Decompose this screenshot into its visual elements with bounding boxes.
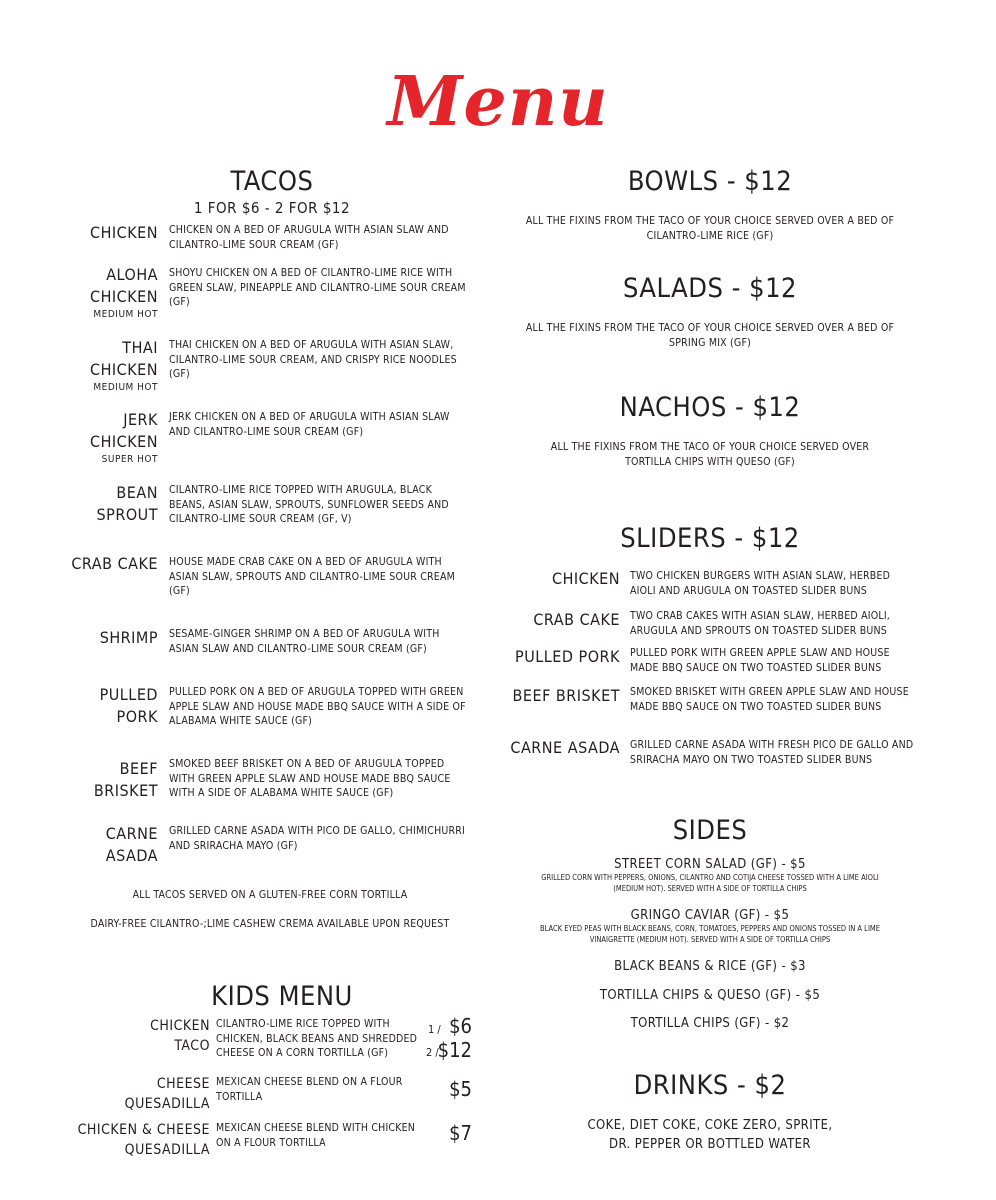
slider-desc: TWO CHICKEN BURGERS WITH ASIAN SLAW, HERBED AIOLI AND ARUGULA ON TOASTED SLIDER BUNS — [630, 570, 891, 597]
kids-item-desc: CILANTRO-LIME RICE TOPPED WITH CHICKEN, BLACK BEANS AND SHREDDED CHEESE ON A CORN TORTILLA (GF) — [216, 1018, 418, 1059]
tacos-note-crema: DAIRY-FREE CILANTRO-;LIME CASHEW CREMA AVAILABLE UPON REQUEST — [90, 918, 450, 930]
menu-logo: Menu — [387, 62, 609, 142]
taco-desc: JERK CHICKEN ON A BED OF ARUGULA WITH ASIAN SLAW AND CILANTRO-LIME SOUR CREAM (GF) — [169, 411, 450, 438]
taco-name: JERK CHICKEN SUPER HOT — [60, 409, 158, 467]
kids-item-name: CHICKEN & CHEESE QUESADILLA — [77, 1122, 210, 1158]
tacos-title: TACOS — [230, 166, 314, 197]
sliders-title: SLIDERS - $12 — [620, 523, 800, 554]
taco-desc: HOUSE MADE CRAB CAKE ON A BED OF ARUGULA WITH ASIAN SLAW, SPROUTS AND CILANTRO-LIME SOUR CREAM (GF) — [169, 556, 455, 597]
taco-name: CHICKEN — [90, 223, 158, 242]
nachos-desc: ALL THE FIXINS FROM THE TACO OF YOUR CHOICE SERVED OVER TORTILLA CHIPS WITH QUESO (GF) — [550, 441, 870, 468]
tacos-subtitle: 1 FOR $6 - 2 FOR $12 — [193, 199, 351, 217]
side-desc: GRILLED CORN WITH PEPPERS, ONIONS, CILANTRO AND COTIJA CHEESE TOSSED WITH A LIME AIOLI (MEDIUM HOT). SERVED WITH A SIDE OF TORTILLA CHIPS — [541, 873, 879, 893]
heat-level: MEDIUM HOT — [93, 382, 158, 393]
taco-desc: THAI CHICKEN ON A BED OF ARUGULA WITH ASIAN SLAW, CILANTRO-LIME SOUR CREAM, AND CRISPY RICE NOODLES (GF) — [169, 339, 457, 380]
kids-price: $7 — [449, 1121, 472, 1145]
kids-item-name: CHICKEN TACO — [150, 1018, 210, 1054]
taco-desc: CILANTRO-LIME RICE TOPPED WITH ARUGULA, BLACK BEANS, ASIAN SLAW, SPROUTS, SUNFLOWER SEEDS AND CILANTRO-LIME SOUR CREAM (GF, V) — [169, 484, 449, 525]
slider-name: CRAB CAKE — [533, 610, 620, 629]
slider-desc: PULLED PORK WITH GREEN APPLE SLAW AND HOUSE MADE BBQ SAUCE ON TWO TOASTED SLIDER BUNS — [630, 647, 890, 674]
taco-name: CARNE ASADA — [105, 824, 158, 865]
drinks-desc: COKE, DIET COKE, COKE ZERO, SPRITE, DR. PEPPER OR BOTTLED WATER — [587, 1118, 833, 1152]
slider-name: CARNE ASADA — [510, 738, 620, 757]
taco-name: BEAN SPROUT — [96, 483, 158, 524]
kids-item-name: CHEESE QUESADILLA — [124, 1076, 210, 1112]
kids-item-desc: MEXICAN CHEESE BLEND ON A FLOUR TORTILLA — [216, 1076, 403, 1103]
taco-name: BEEF BRISKET — [93, 759, 158, 800]
kids-price: $6 — [449, 1014, 472, 1038]
slider-name: PULLED PORK — [515, 647, 620, 666]
side-name: TORTILLA CHIPS & QUESO (GF) - $5 — [599, 988, 821, 1003]
taco-name: PULLED PORK — [99, 685, 158, 726]
slider-name: BEEF BRISKET — [512, 686, 620, 705]
taco-name: ALOHA CHICKEN MEDIUM HOT — [60, 264, 158, 322]
taco-desc: SMOKED BEEF BRISKET ON A BED OF ARUGULA TOPPED WITH GREEN APPLE SLAW AND HOUSE MADE BBQ SAUCE WITH A SIDE OF ALABAMA WHITE SAUCE (GF) — [169, 758, 451, 799]
side-name: STREET CORN SALAD (GF) - $5 — [614, 857, 806, 872]
slider-desc: SMOKED BRISKET WITH GREEN APPLE SLAW AND HOUSE MADE BBQ SAUCE ON TWO TOASTED SLIDER BUNS — [630, 686, 909, 713]
kids-price: $12 — [437, 1038, 472, 1062]
kids-qty: 2 / — [426, 1046, 439, 1059]
taco-desc: GRILLED CARNE ASADA WITH PICO DE GALLO, CHIMICHURRI AND SRIRACHA MAYO (GF) — [169, 825, 466, 852]
salads-desc: ALL THE FIXINS FROM THE TACO OF YOUR CHOICE SERVED OVER A BED OF SPRING MIX (GF) — [525, 322, 895, 349]
slider-desc: TWO CRAB CAKES WITH ASIAN SLAW, HERBED AIOLI, ARUGULA AND SPROUTS ON TOASTED SLIDER BUNS — [630, 610, 891, 637]
taco-name: THAI CHICKEN MEDIUM HOT — [60, 337, 158, 395]
bowls-desc: ALL THE FIXINS FROM THE TACO OF YOUR CHOICE SERVED OVER A BED OF CILANTRO-LIME RICE (GF) — [525, 215, 895, 242]
taco-desc: SHOYU CHICKEN ON A BED OF CILANTRO-LIME RICE WITH GREEN SLAW, PINEAPPLE AND CILANTRO-LIME SOUR CREAM (GF) — [169, 267, 466, 308]
kids-item-desc: MEXICAN CHEESE BLEND WITH CHICKEN ON A FLOUR TORTILLA — [216, 1122, 416, 1149]
side-desc: BLACK EYED PEAS WITH BLACK BEANS, CORN, TOMATOES, PEPPERS AND ONIONS TOSSED IN A LIME VINAIGRETTE (MEDIUM HOT). SERVED WITH A SIDE OF TORTILLA CHIPS — [539, 924, 881, 944]
taco-desc: CHICKEN ON A BED OF ARUGULA WITH ASIAN SLAW AND CILANTRO-LIME SOUR CREAM (GF) — [169, 224, 449, 251]
slider-name: CHICKEN — [552, 569, 620, 588]
taco-name: SHRIMP — [99, 628, 158, 647]
side-name: BLACK BEANS & RICE (GF) - $3 — [614, 959, 806, 974]
taco-name: CRAB CAKE — [71, 554, 158, 573]
kids-qty: 1 / — [428, 1023, 441, 1036]
drinks-title: DRINKS - $2 — [633, 1070, 787, 1101]
heat-level: MEDIUM HOT — [93, 309, 158, 320]
sides-title: SIDES — [672, 815, 748, 846]
salads-title: SALADS - $12 — [623, 273, 797, 304]
kids-price: $5 — [449, 1077, 472, 1101]
nachos-title: NACHOS - $12 — [619, 392, 801, 423]
side-name: TORTILLA CHIPS (GF) - $2 — [630, 1016, 790, 1031]
heat-level: SUPER HOT — [101, 454, 158, 465]
bowls-title: BOWLS - $12 — [627, 166, 793, 197]
kids-title: KIDS MENU — [211, 981, 353, 1012]
slider-desc: GRILLED CARNE ASADA WITH FRESH PICO DE GALLO AND SRIRACHA MAYO ON TWO TOASTED SLIDER BUNS — [630, 739, 914, 766]
taco-desc: PULLED PORK ON A BED OF ARUGULA TOPPED WITH GREEN APPLE SLAW AND HOUSE MADE BBQ SAUCE WITH A SIDE OF ALABAMA WHITE SAUCE (GF) — [169, 686, 466, 727]
side-name: GRINGO CAVIAR (GF) - $5 — [630, 908, 790, 923]
taco-desc: SESAME-GINGER SHRIMP ON A BED OF ARUGULA WITH ASIAN SLAW AND CILANTRO-LIME SOUR CREAM (GF) — [169, 628, 440, 655]
tacos-note-tortilla: ALL TACOS SERVED ON A GLUTEN-FREE CORN TORTILLA — [132, 889, 408, 901]
